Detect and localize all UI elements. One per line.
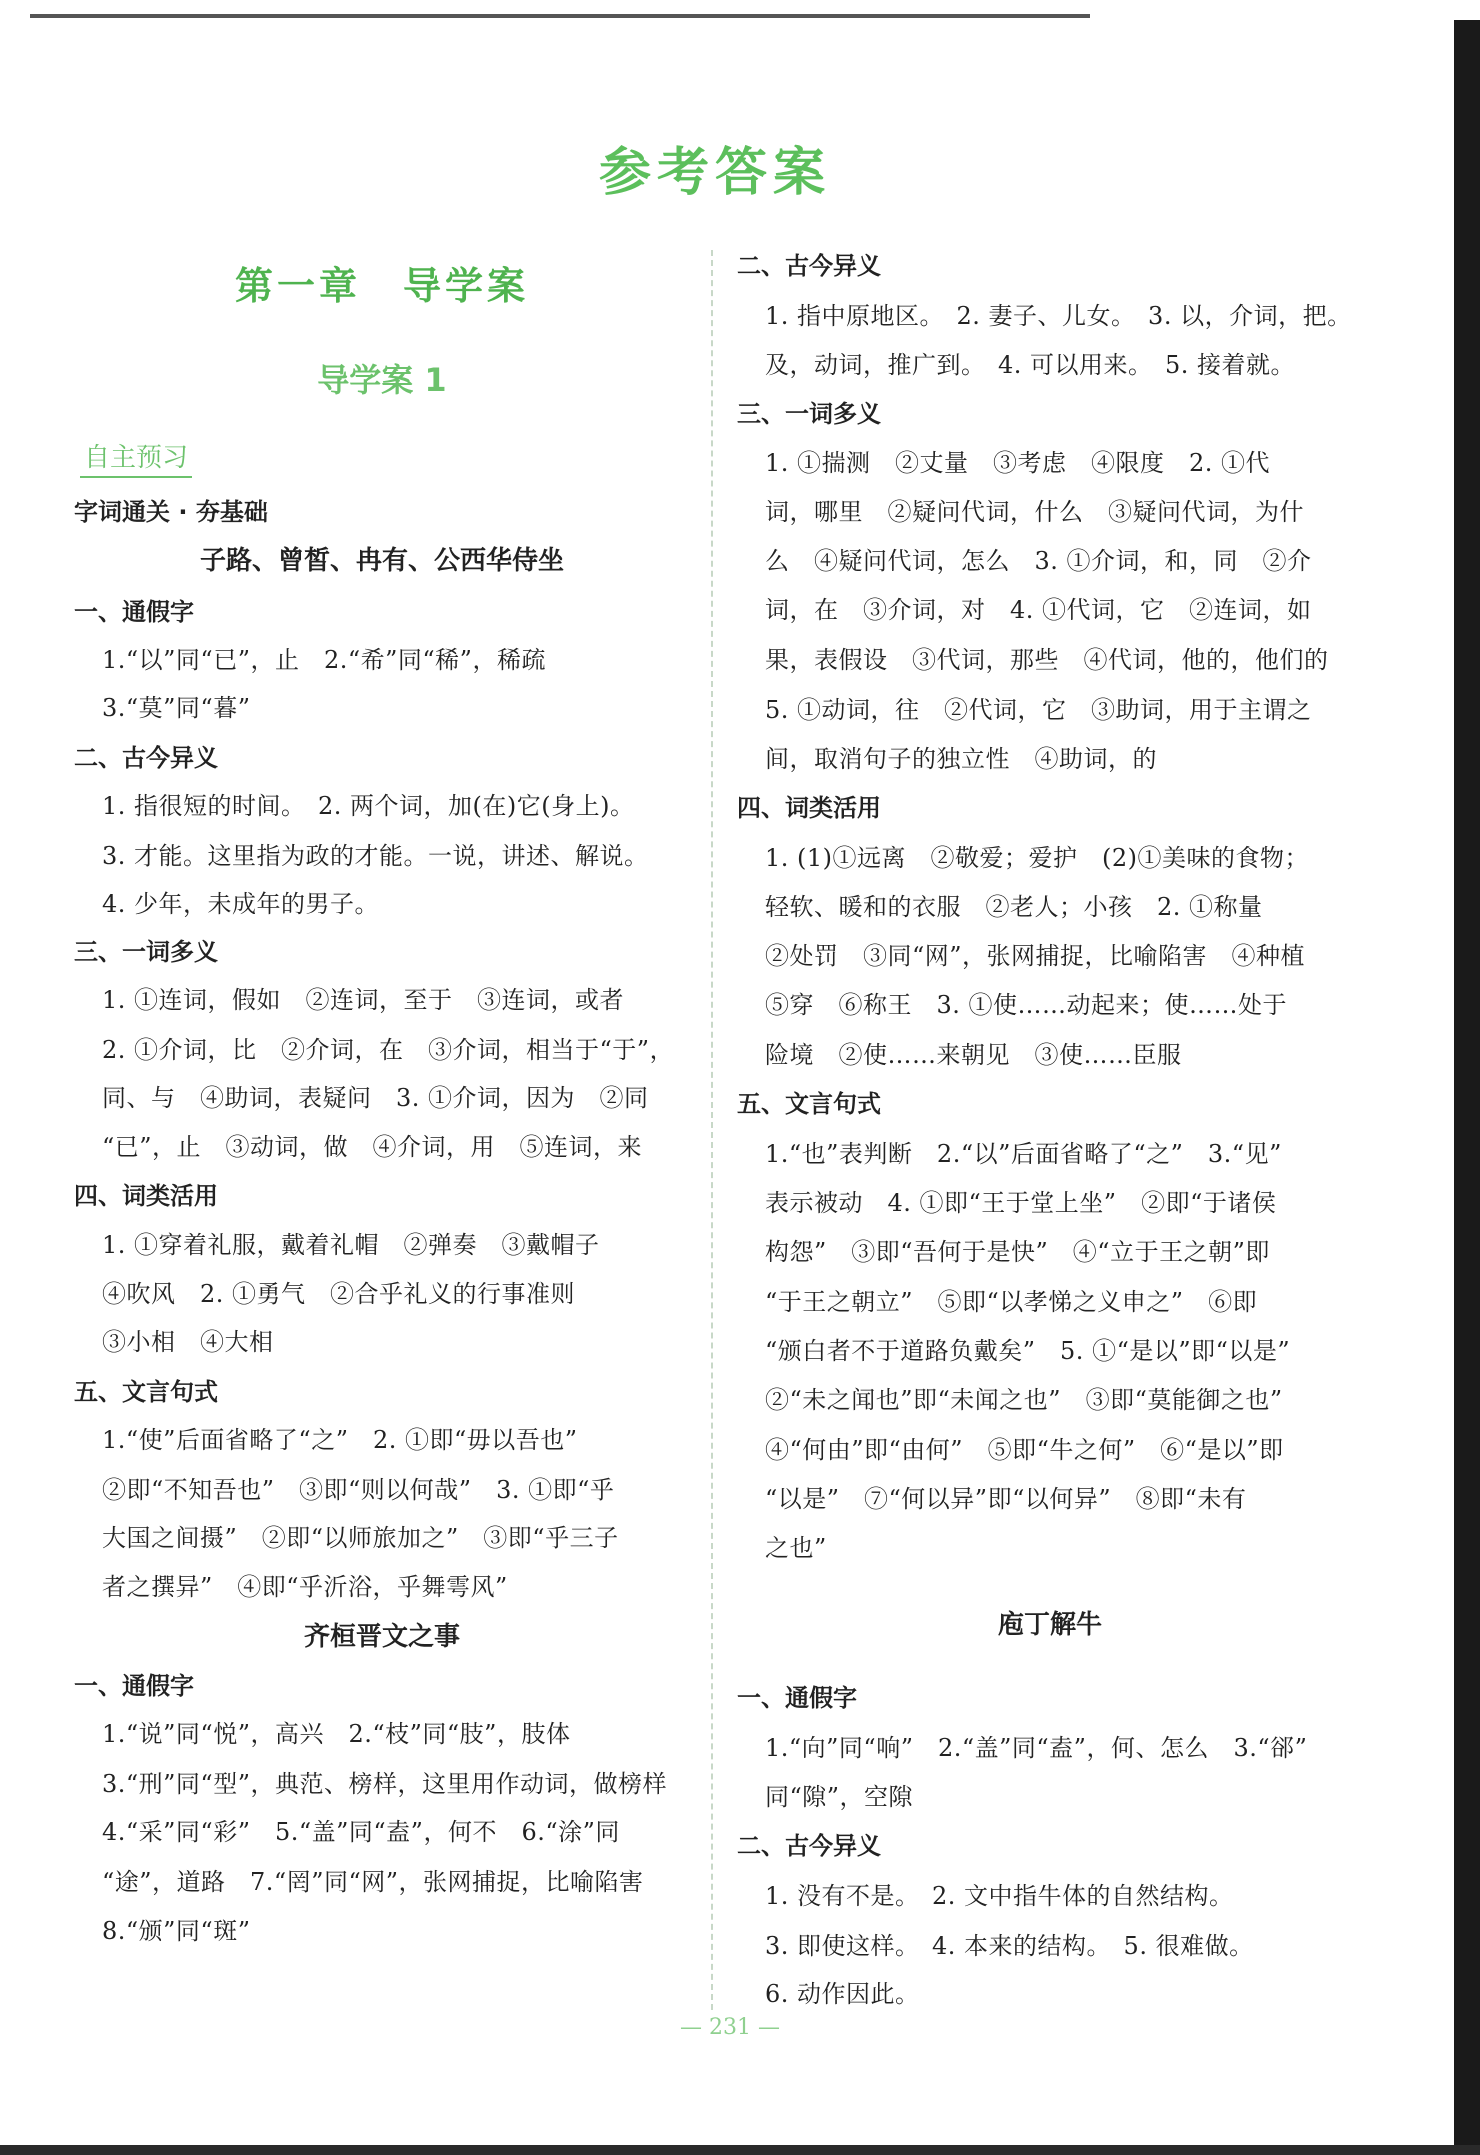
answer-line: 构怨” ③即“吾何于是快” ④“立于王之朝”即 bbox=[765, 1238, 1270, 1266]
lesson-title: 齐桓晋文之事 bbox=[303, 1622, 460, 1652]
answer-line: “颁白者不于道路负戴矣” 5. ①“是以”即“以是” bbox=[765, 1337, 1291, 1365]
answer-line: 3.“刑”同“型”，典范、榜样，这里用作动词，做榜样 bbox=[102, 1770, 667, 1798]
sub-chapter-title: 导学案 1 bbox=[317, 361, 447, 399]
answer-line: 3.“莫”同“暮” bbox=[102, 694, 251, 722]
answer-line: 1.“也”表判断 2.“以”后面省略了“之” 3.“见” bbox=[765, 1140, 1282, 1168]
block-heading: 四、词类活用 bbox=[74, 1182, 218, 1210]
answer-line: “途”，道路 7.“罔”同“网”，张网捕捉，比喻陷害 bbox=[102, 1868, 644, 1896]
lesson-title: 庖丁解牛 bbox=[997, 1610, 1102, 1640]
answer-line: 8.“颁”同“斑” bbox=[102, 1917, 251, 1945]
page-number: — 231 — bbox=[680, 2015, 780, 2040]
answer-line: “于王之朝立” ⑤即“以孝悌之义申之” ⑥即 bbox=[765, 1288, 1258, 1316]
answer-line: ④“何由”即“由何” ⑤即“牛之何” ⑥“是以”即 bbox=[765, 1436, 1284, 1464]
top-rule bbox=[30, 14, 1090, 18]
block-heading: 三、一词多义 bbox=[737, 400, 881, 428]
answer-line: 1. 指很短的时间。 2. 两个词，加(在)它(身上)。 bbox=[102, 792, 635, 820]
page-top-edge bbox=[0, 0, 1480, 14]
answer-line: 1. 指中原地区。 2. 妻子、儿女。 3. 以，介词，把。 bbox=[765, 302, 1352, 330]
answer-line: 之也” bbox=[765, 1534, 827, 1562]
column-divider bbox=[711, 250, 713, 2010]
answer-line: 4.“采”同“彩” 5.“盖”同“盍”，何不 6.“涂”同 bbox=[102, 1818, 620, 1846]
self-preview-tag: 自主预习 bbox=[80, 437, 192, 478]
block-heading: 二、古今异义 bbox=[737, 1832, 881, 1860]
answer-line: 者之撰异” ④即“乎沂浴，乎舞雩风” bbox=[102, 1573, 508, 1601]
page-bottom-edge bbox=[0, 2145, 1480, 2155]
answer-line: 轻软、暖和的衣服 ②老人；小孩 2. ①称量 bbox=[765, 893, 1263, 921]
answer-line: 1.“说”同“悦”，高兴 2.“枝”同“肢”，肢体 bbox=[102, 1720, 571, 1748]
block-heading: 一、通假字 bbox=[74, 598, 194, 626]
answer-line: 及，动词，推广到。 4. 可以用来。 5. 接着就。 bbox=[765, 351, 1296, 379]
answer-line: 大国之间摄” ②即“以师旅加之” ③即“乎三子 bbox=[102, 1524, 619, 1552]
block-heading: 五、文言句式 bbox=[74, 1378, 218, 1406]
answer-line: ②“未之闻也”即“未闻之也” ③即“莫能御之也” bbox=[765, 1386, 1283, 1414]
answer-line: 1.“使”后面省略了“之” 2. ①即“毋以吾也” bbox=[102, 1426, 578, 1454]
answer-line: 表示被动 4. ①即“王于堂上坐” ②即“于诸侯 bbox=[765, 1189, 1277, 1217]
answer-line: 6. 动作因此。 bbox=[765, 1980, 920, 2008]
answer-line: 1. ①穿着礼服，戴着礼帽 ②弹奏 ③戴帽子 bbox=[102, 1231, 600, 1259]
answer-line: ④吹风 2. ①勇气 ②合乎礼义的行事准则 bbox=[102, 1280, 576, 1308]
answer-line: 1. ①揣测 ②丈量 ③考虑 ④限度 2. ①代 bbox=[765, 449, 1271, 477]
answer-line: 3. 即使这样。 4. 本来的结构。 5. 很难做。 bbox=[765, 1932, 1254, 1960]
answer-line: 词，哪里 ②疑问代词，什么 ③疑问代词，为什 bbox=[765, 498, 1304, 526]
block-heading: 二、古今异义 bbox=[74, 744, 218, 772]
answer-line: ⑤穿 ⑥称王 3. ①使……动起来；使……处于 bbox=[765, 991, 1288, 1019]
answer-line: 1. ①连词，假如 ②连词，至于 ③连词，或者 bbox=[102, 986, 625, 1014]
answer-line: ③小相 ④大相 bbox=[102, 1328, 274, 1356]
answer-line: 1.“以”同“已”，止 2.“希”同“稀”，稀疏 bbox=[102, 646, 546, 674]
block-heading: 一、通假字 bbox=[737, 1684, 857, 1712]
page-right-edge bbox=[1454, 20, 1480, 2155]
section-heading: 字词通关 · 夯基础 bbox=[74, 498, 268, 526]
lesson-title: 子路、曾皙、冉有、公西华侍坐 bbox=[199, 546, 564, 576]
answer-line: ②即“不知吾也” ③即“则以何哉” 3. ①即“乎 bbox=[102, 1476, 615, 1504]
answer-line: 间，取消句子的独立性 ④助词，的 bbox=[765, 745, 1157, 773]
answer-line: 么 ④疑问代词，怎么 3. ①介词，和，同 ②介 bbox=[765, 547, 1312, 575]
answer-line: 4. 少年，未成年的男子。 bbox=[102, 890, 380, 918]
answer-line: ②处罚 ③同“网”，张网捕捉，比喻陷害 ④种植 bbox=[765, 942, 1306, 970]
answer-line: “已”，止 ③动词，做 ④介词，用 ⑤连词，来 bbox=[102, 1133, 643, 1161]
answer-line: 同“隙”，空隙 bbox=[765, 1783, 914, 1811]
block-heading: 四、词类活用 bbox=[737, 794, 881, 822]
block-heading: 一、通假字 bbox=[74, 1672, 194, 1700]
answer-line: 1. 没有不是。 2. 文中指牛体的自然结构。 bbox=[765, 1882, 1234, 1910]
answer-line: 同、与 ④助词，表疑问 3. ①介词，因为 ②同 bbox=[102, 1084, 649, 1112]
answer-line: 词，在 ③介词，对 4. ①代词，它 ②连词，如 bbox=[765, 596, 1312, 624]
answer-line: 1.“向”同“响” 2.“盖”同“盍”，何、怎么 3.“郤” bbox=[765, 1734, 1308, 1762]
answer-line: 5. ①动词，往 ②代词，它 ③助词，用于主谓之 bbox=[765, 696, 1312, 724]
answer-line: “以是” ⑦“何以异”即“以何异” ⑧即“未有 bbox=[765, 1485, 1247, 1513]
block-heading: 二、古今异义 bbox=[737, 252, 881, 280]
answer-line: 1. (1)①远离 ②敬爱；爱护 (2)①美味的食物； bbox=[765, 844, 1310, 872]
chapter-title: 第一章 导学案 bbox=[234, 264, 529, 308]
answer-line: 3. 才能。这里指为政的才能。一说，讲述、解说。 bbox=[102, 842, 649, 870]
block-heading: 五、文言句式 bbox=[737, 1090, 881, 1118]
answer-line: 果，表假设 ③代词，那些 ④代词，他的，他们的 bbox=[765, 646, 1329, 674]
answer-line: 2. ①介词，比 ②介词，在 ③介词，相当于“于”， bbox=[102, 1036, 675, 1064]
answer-line: 险境 ②使……来朝见 ③使……臣服 bbox=[765, 1041, 1182, 1069]
block-heading: 三、一词多义 bbox=[74, 938, 218, 966]
page-title: 参考答案 bbox=[598, 143, 831, 203]
